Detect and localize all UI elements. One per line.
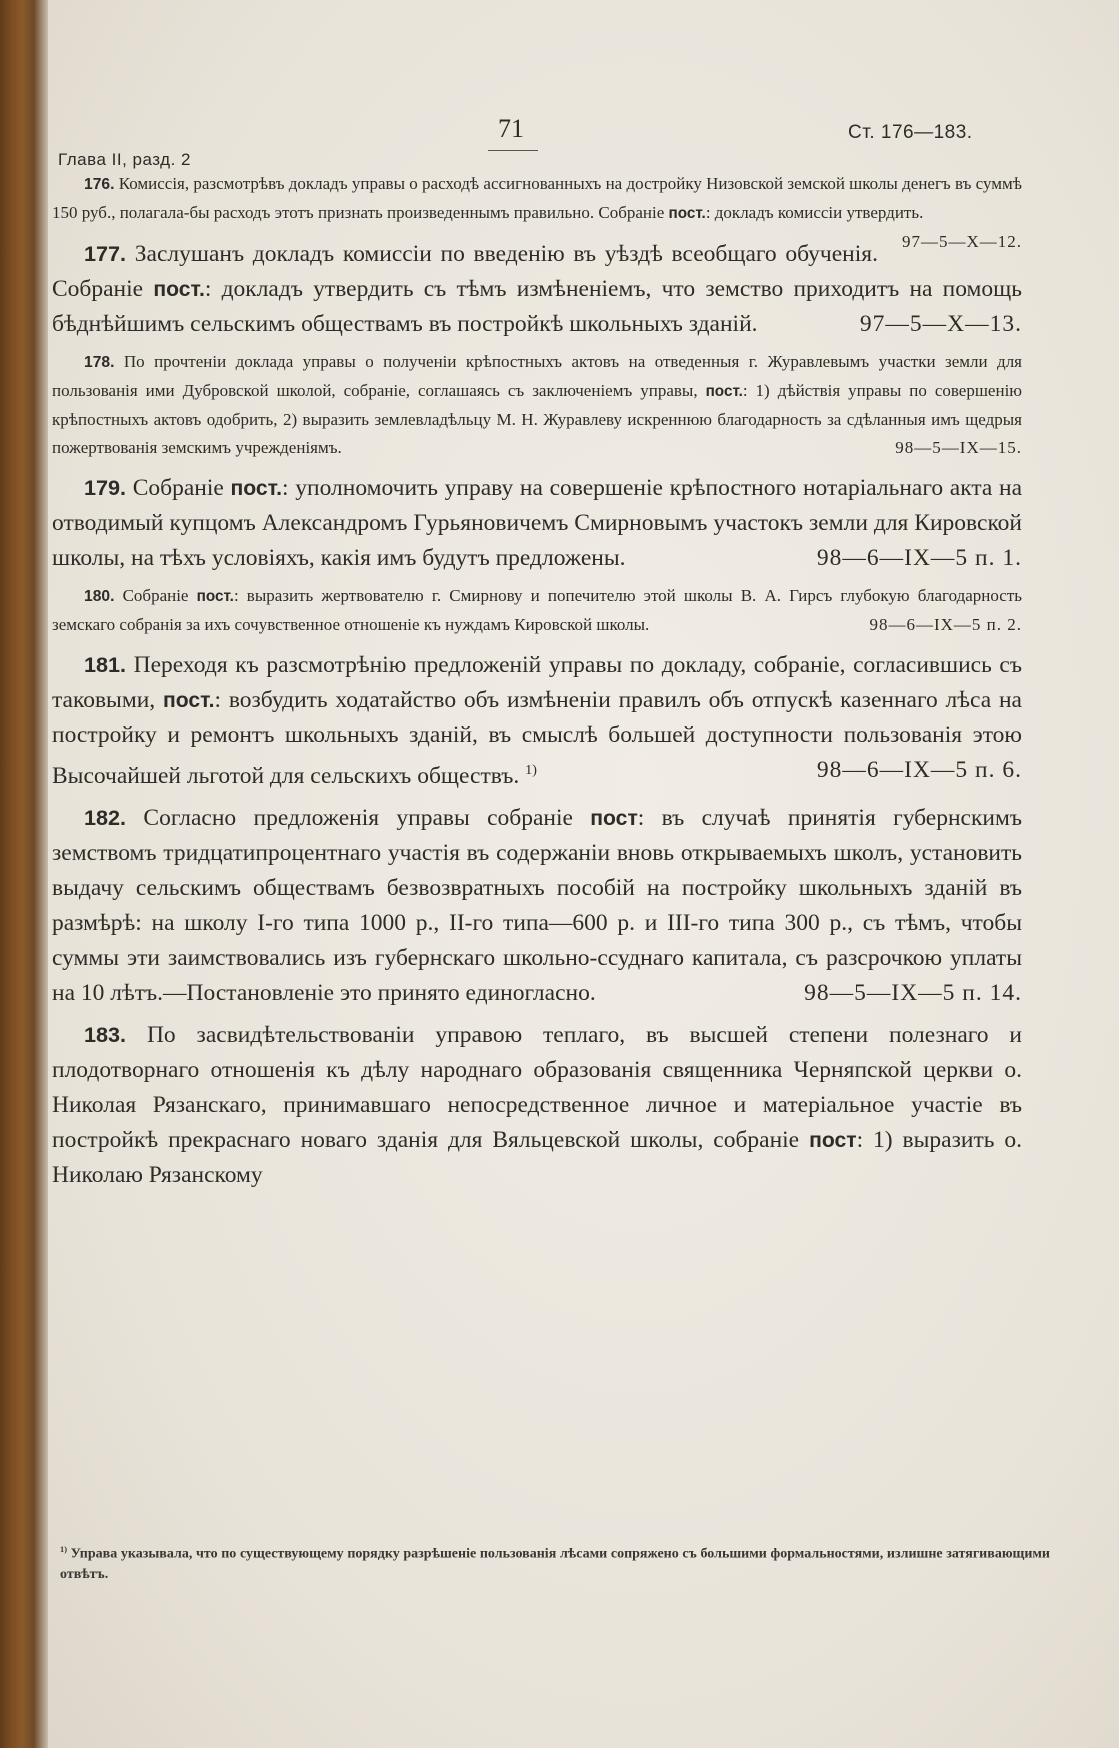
resolution-ref: 98—5—IX—5 п. 14. [804,979,1022,1006]
page-number: 71 [498,114,524,143]
paragraph-182: 182. Согласно предложенія управы собраніе пост: въ случаѣ принятія губернскимъ земствомъ тридцатипроцентнаго участія въ содержаніи вновь открываемыхъ школъ, установить выдачу сельскимъ обществамъ безвозвратныхъ пособій на постройку школьныхъ зданій въ размѣрѣ: на школу I-го типа 1000 р., II-го типа—600 р. и III-го типа 300 р., съ тѣмъ, чтобы суммы эти заимствовались изъ губернскаго школьно-ссуднаго капитала, съ разсрочкою уплаты на 10 лѣтъ.—Постановленіе это принято единогласно. 98—5—IX—5 п. 14. [52,800,1022,1011]
footnote [60,1540,1050,1585]
resolution-ref: 98—5—IX—15. [895,438,1022,457]
paragraph-180: 180. Собраніе пост.: выразить жертвователю г. Смирнову и попечителю этой школы В. А. Гирсъ глубокую благодарность земскаго собранія за ихъ сочувственное отношеніе къ нуждамъ Кировской школы. 98—6—IX—5 п. 2. [52,582,1022,639]
footnote-text: Управа указывала, что по существующему порядку разрѣшеніе пользованія лѣсами сопряжено съ большими формальностями, излишне затягивающими отвѣтъ. [60,1546,1050,1582]
paragraph-183: 183. По засвидѣтельствованіи управою теплаго, въ высшей степени полезнаго и плодотворнаго отношенія къ дѣлу народнаго образованія священника Черняпской церкви о. Николая Рязанскаго, принимавшаго непосредственное личное и матеріальное участіе въ постройкѣ прекраснаго новаго зданія для Вяльцевской школы, собраніе пост: 1) выразить о. Николаю Рязанскому [52,1021,1023,1188]
resolution-ref: 97—5—X—13. [859,311,1022,337]
paragraph-176: 176. Комиссія, разсмотрѣвъ докладъ управы о расходѣ ассигнованныхъ на достройку Низовской земской школы денегъ въ суммѣ 150 руб., полагала-бы расходъ этотъ признать произведеннымъ правильно. Собраніе пост.: докладъ комиссіи утвердить. 97—5—X—12. [52,170,1022,228]
footnote-mark: 1) [525,762,537,778]
paragraph-177: 177. Заслушанъ докладъ комиссіи по введенію въ уѣздѣ всеобщаго обученія. Собраніе пост.: докладъ утвердить съ тѣмъ измѣненіемъ, что земство приходитъ на помощь бѣднѣйшимъ сельскимъ обществамъ въ постройкѣ школьныхъ зданій. 97—5—X—13. [52,236,1022,342]
column-reference: Ст. 176—183. [848,122,973,143]
paragraph-181: 181. Переходя къ разсмотрѣнію предложеній управы по докладу, собраніе, согласившись съ таковыми, пост.: возбудить ходатайство объ измѣненіи правилъ объ отпускѣ казеннаго лѣса на постройку и ремонтъ школьныхъ зданій, въ смыслѣ большей доступности пользованія этою Высочайшей льготой для сельскихъ обществъ. $^{1)}$ 98—6—IX—5 п. 6. [52,652,1023,789]
resolution-ref: 97—5—X—12. [901,232,1022,251]
footnote-number: 1) [60,1545,67,1554]
document-body [52,170,1022,1199]
resolution-ref: 98—6—IX—5 п. 6. [816,757,1022,783]
paragraph-179: 179. Собраніе пост.: уполномочить управу на совершеніе крѣпостного нотаріальнаго акта на отводимый купцомъ Александромъ Гурьяновичемъ Смирновымъ участокъ земли для Кировской школы, на тѣхъ условіяхъ, какія имъ будутъ предложены. 98—6—IX—5 п. 1. [52,470,1022,576]
paragraph-178: 178. По прочтеніи доклада управы о полученіи крѣпостныхъ актовъ на отведенныя г. Журавлевымъ участки земли для пользованія ими Дубровской школой, собраніе, соглашаясь съ заключеніемъ управы, пост.: 1) дѣйствія управы по совершенію крѣпостныхъ актовъ одобрить, 2) выразить землевладѣльцу М. Н. Журавлеву искреннюю благодарность за сдѣланныя имъ щедрыя пожертвованія земскимъ учрежденіямъ. 98—5—IX—15. [52,348,1022,462]
resolution-ref: 98—6—IX—5 п. 1. [816,545,1022,571]
page-header [48,110,1008,170]
chapter-label: Глава II, разд. 2 [58,150,191,169]
resolution-ref: 98—6—IX—5 п. 2. [869,615,1022,634]
book-binding [0,0,48,1748]
page-number-rule [488,150,538,151]
